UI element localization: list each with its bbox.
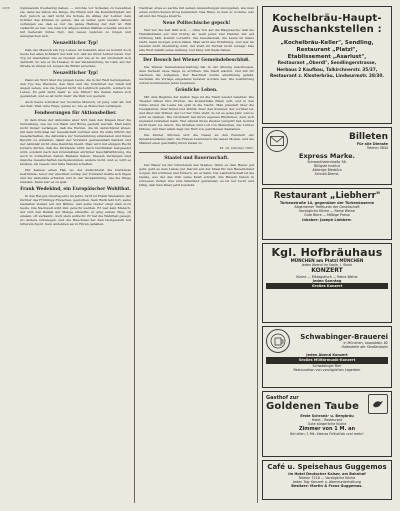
ad-billeten (262, 127, 392, 185)
ad-line: Etablissement „Asarlust", (287, 54, 367, 60)
ad-goldene-taube (262, 391, 392, 457)
ad-line: „Kochelbräu-Keller", Sendling, (280, 40, 374, 46)
ad-line: Restaurant „Oberdl", Sendlingerstrasse, (277, 61, 377, 66)
ad-restaurant-liebherr (262, 188, 392, 240)
ad-line: Gute Biere — Mäßige Preise (304, 213, 350, 218)
ad-line: Schnell-Dienst. (314, 172, 340, 177)
ad-line: Alleinige Bierbüro (312, 168, 342, 173)
ad-kochelbraeu (262, 6, 392, 124)
ad-line: Inhaber: Joseph Liebherr. (302, 217, 352, 222)
ad-line: KONZERT (311, 267, 343, 275)
article-paragraph: Gymnasium treuherzig haben, — möchte vor Schaden zu bewahren sie, denn sie lieben die Dinge, die Eltern und die Kunstfertigkeit der Zeit. Jedoch es darf nicht die Schule im Alltag der Lehrer, dem Schüler das Können zu geben, das er selber gern besitzt; darum verlangen sie, daß es nur die ganze Haltung der Zeit ist. Will vielleicht es viel, wie man von altgewohnten Stätten scheidet und sich mit heiterem Sinne fügt, den neuen Geboten zu folgen und anzugleichen sich. (20, 6, 131, 39)
ad-line: Restauration von vorzüglichen Lagerbier (293, 367, 361, 372)
ad-line: Jeden Sonntag (312, 278, 342, 283)
article-paragraph: Daß der Mensch ein Typ Leben, ist bekannt; aber es kommt doch heute bei allen Schülern der Zeit vor, daß sie ihren Lehrer leben. Der Typ ist wandelbar, wie es Neuzeit und wie er in der Großstadt sich darstellt. So wie er im Theater, in der Versammlung, im Café, auf der Straße zu finden ist, mögen die Bilder sprechen. (20, 48, 131, 69)
ad-line: Küche — Mittagstisch — Reine Weine (296, 274, 358, 279)
article-dateline: M. 10. Oktober 1907. (219, 146, 254, 151)
article-paragraph: In den Bergen Oberbayerns im Jahre 1918 ist Frank Wedekind, der Dichter des Frühlings Erwachen, gestorben. Sein Werk lebt fort, seine Gestalten stehen auf der Bühne, und seine Lieder singt man noch heute. Die Nachwelt wird ihm gerecht werden. Er war kein Mensch, der sich den Beifall der Menge erkaufte; er ging seinen Weg, oft einsam, oft verkannt, doch stets aufrecht. Er hat die Wahrheit gesagt, wo andere schwiegen, und die Heuchelei der Zeit bloßgestellt mit bitterem Spott. Sein Andenken sei in Ehren gehalten. (20, 193, 131, 226)
ad-line: Türkenstraße 14, gegenüber der Türkenkaserne (279, 201, 375, 205)
ad-line: Telefon 7218 — Vorzügliche Küche (298, 475, 356, 480)
article-heading: Grönliche Leben. (175, 88, 218, 94)
ad-line: Jeden Abend Konzert (306, 353, 348, 357)
ad-line: Restaurant „Platzl", (296, 47, 358, 53)
article-paragraph: Mit dem Beginne der kalten Tage ist die Stadt wieder belebter. Die Theater öffnen ihre Pforten, die Konzertsäle füllen sich, und in den Cafés sitzen die Leute bis spät in die Nacht. Man plaudert über die Neuigkeiten, über Kunst und Politik, über den Sommer, der vorüber ist, und über den Winter, der vor der Türe steht. So ist es jedes Jahr, und so wird es bleiben. Die Großstadt hat ihren eigenen Rhythmus, dem sich niemand entziehen kann. Wer einmal ihren Zauber verspürt hat, kommt nicht mehr los davon. Die Straßen sind voll von Menschen, die Lichter blitzen, und über allem liegt der Duft von gebratenen Kastanien. (139, 94, 254, 132)
ad-line: Haltestelle der Straßenbahn (341, 345, 388, 349)
article-paragraph: Wir kennen einen Fall, wo der Aufsichtsrat die Dividende bestimmte, bevor der Abschluß vorlag; der Vorstand mußte sich fügen und die Aktionäre erfuhren erst in der Versammlung, wie die Dinge standen. Dann war es zu spät. (20, 167, 131, 184)
brewery-seal-icon (266, 329, 290, 353)
ad-title: Goldenen Taube (266, 401, 360, 412)
ad-line: Restaurant z. Klosterbräu, Lindwurmstr. 28/30. (269, 74, 385, 79)
ad-line: Billigste Institut (314, 164, 340, 169)
section-rule (139, 152, 254, 153)
article-paragraph: Nachbar, etwa so sachte mit seinen Anwendungen umzugehen, wie man einen zerbrochenen Krug behandelt. Das Haus, in dem er wohnte, war alt und die Treppe knarrte. (139, 6, 254, 19)
article-paragraph: Der Bauer ist der Grundstein des Staates. Wenn es dem Bauer gut geht, geht es dem Lande gut. Darum soll der Staat für den Bauernstand sorgen, ihn schützen und fördern, wo er kann. Die Landwirtschaft ist die Quelle, aus der das Volk seine Kraft schöpft. Die Bauern haben in schweren Zeiten treu zum Vaterland gestanden; es ist nur recht und billig, daß man ihnen jetzt beisteht. (139, 163, 254, 188)
ad-title: Ausschankstellen : (272, 24, 382, 35)
article-paragraph: Die Wiener Gemeindeverwaltung hat in der Sitzung beschlossen, dem Verkehr neue Wege zu eröffnen. Die Stadt wächst, und mit ihr wachsen die Aufgaben. Der Beschluß wurde einstimmig gefaßt, nachdem die Vorlage eingehend beraten worden war. Die Ausführung soll im kommenden Jahre beginnen. (139, 64, 254, 86)
ad-line: Schwabinger Bier (312, 363, 342, 368)
article-column-1 (20, 6, 131, 227)
ad-title: Restaurant „Liebherr" (273, 191, 381, 201)
column-divider (134, 6, 135, 503)
article-paragraph: Auch heute schreitet der moderne Mensch, ob jung oder alt, mit der Zeit: Welt ohne Enge, genau so, wie es Menschen verlangen. (20, 99, 131, 108)
ad-line: Bei allen: 1 Mk. kleines Frühstück und mehr! (290, 432, 364, 437)
ad-line: Erste Schrank- u. Bergbräu (300, 414, 354, 418)
ad-line: Schwanthalerstraße 36. (307, 160, 347, 164)
dove-emblem-icon (368, 394, 388, 414)
ad-line: Jeden Abend im Saale, I. Stock (301, 263, 353, 268)
ad-line: in München, Leopoldstr. 82 (343, 340, 388, 345)
ad-hofbraeuhaus (262, 243, 392, 323)
article-heading: Staatel und Bauernschaft. (164, 156, 229, 162)
ad-title: Billeten (348, 131, 388, 142)
ad-line: Telefon 3844 (366, 146, 388, 151)
ad-line: Jeden Tag: Konzert u. Abendunterhaltung (293, 479, 361, 484)
ad-line: Vorzügliche Küche — Reine Weine (299, 209, 355, 214)
article-paragraph: Wer nur die Zeit faßt sich, — ohne Ton auf die Hauptsache: daß die Handelsbilanz gut und richtig ist, weiß jeder. Der Handel, der auf Ordnung hält, kommt vorwärts. Die Gesellschaft, die heute im Glanz steht, kann morgen schon fallen. Man lernt aus Erfahrung, und wer im Gewinn nicht übermütig wird, der steht im Verlust nicht verzagt. Das alte Wort behält seine Geltung: Gut Ding will Weile haben. (139, 27, 254, 53)
article-paragraph: Dann ein Wort über die jungen Leute, die in der Welt herumgehen, den Typ des Werdens, den Sinn und die Schönheit der Stadt mit Augen sehen, wie die Jugend nicht im Lehrbuch gelernt, sondern im Leben. Es geht nicht mehr so wie früher! Die Zeiten haben sich gewandelt, und es ist nicht mehr die Welt von gestern. (20, 78, 131, 99)
ad-line: Allgemeiner Treffpunkt der Gesellschaft (294, 205, 360, 210)
ad-title: Café u. Speisehaus Guggemos (267, 463, 387, 471)
ad-line: im Hotel Deutscher Kaiser, am Bahnhof (288, 471, 366, 476)
ad-line: Gute bürgerliche Küche (307, 422, 347, 427)
ad-line: Zimmer von 1 M. an (298, 426, 356, 433)
ad-title: Schwabinger-Brauerei (300, 332, 388, 341)
column-divider (257, 6, 258, 503)
ad-line: Für alle Dienste (356, 141, 388, 146)
advertisement-column (262, 6, 392, 500)
article-heading: Neuzeitlicher Typ! (52, 71, 99, 77)
article-column-2 (139, 6, 254, 189)
article-paragraph: In dem Kreis der Aktionäre aber hört man den Klagen über die Verwaltung, wie sie von Bank und Börse gestellt werden. Man kann nicht immer verlangen, daß die Herren, die im Aufsichtsrat sitzen, mit dem Schicksal der Gesellschaft vertraut sind. Es wäre Pflicht der Gesellschaften, die Aktionäre zur Versammlung einzuladen und ihnen Bericht zu erstatten, damit der Vorstand gewissenhaft handelt und der Aktionär nicht ohne Kenntnis bleibt. Man wird mit einigem Recht fordern dürfen, daß die Dividende nicht nach Gutdünken festgesetzt wird, sondern nach den Grundsätzen ehrlicher Geschäftsführung, die auch in schlechten Zeiten Bestand haben. Diesem Verlangen sind manche Gesellschaften nachgekommen, andere nicht, und so wird es bleiben, bis Gesetz und Sitte Wandel schaffen. (20, 117, 131, 167)
ad-title: Kgl. Hofbräuhaus (271, 246, 383, 259)
ad-guggemos (262, 460, 392, 500)
ad-line: Gasthof zur (266, 395, 299, 401)
ad-title: Kochelbräu-Haupt- (272, 13, 382, 24)
article-paragraph: Die Kinder drücken sich die Nasen an den Fenstern der Spielwarenläden platt, die Frauen bewundern die neuen Moden, und die Männer eilen geschäftig ihren Zielen zu. (139, 132, 254, 145)
page-number-mark: 2456 (2, 6, 10, 10)
article-heading: Frank Wedekind, ein Europäischer Wohlthat. (20, 186, 131, 192)
ad-line: Großes Militärmusik-Konzert (266, 357, 388, 363)
envelope-emblem-icon (266, 130, 288, 152)
ad-line: Besitzer: Martin & Franz Guggemos. (291, 483, 363, 488)
section-rule (139, 54, 254, 55)
ad-line: MÜNCHEN am Platzl MÜNCHEN (290, 258, 364, 263)
article-heading: Der Besuch bei Wiener Gemeindebeschluß. (143, 58, 250, 64)
article-heading: Neuzeitlicher Typ! (52, 41, 99, 47)
ad-line: Express Marke. (299, 152, 355, 160)
ad-line: Hotel – Restaurant (311, 418, 343, 423)
article-heading: Neue Politechische gepsch! (162, 21, 231, 27)
ad-schwabinger-brauerei (262, 326, 392, 388)
article-heading: Fendwerungen für Aktionsbeiber. (34, 110, 117, 116)
ad-line: Großes Konzert (266, 283, 388, 289)
ad-line: Herbaus 2 Kaufbau, Talkirchnerstr. 35/37, (276, 67, 378, 73)
